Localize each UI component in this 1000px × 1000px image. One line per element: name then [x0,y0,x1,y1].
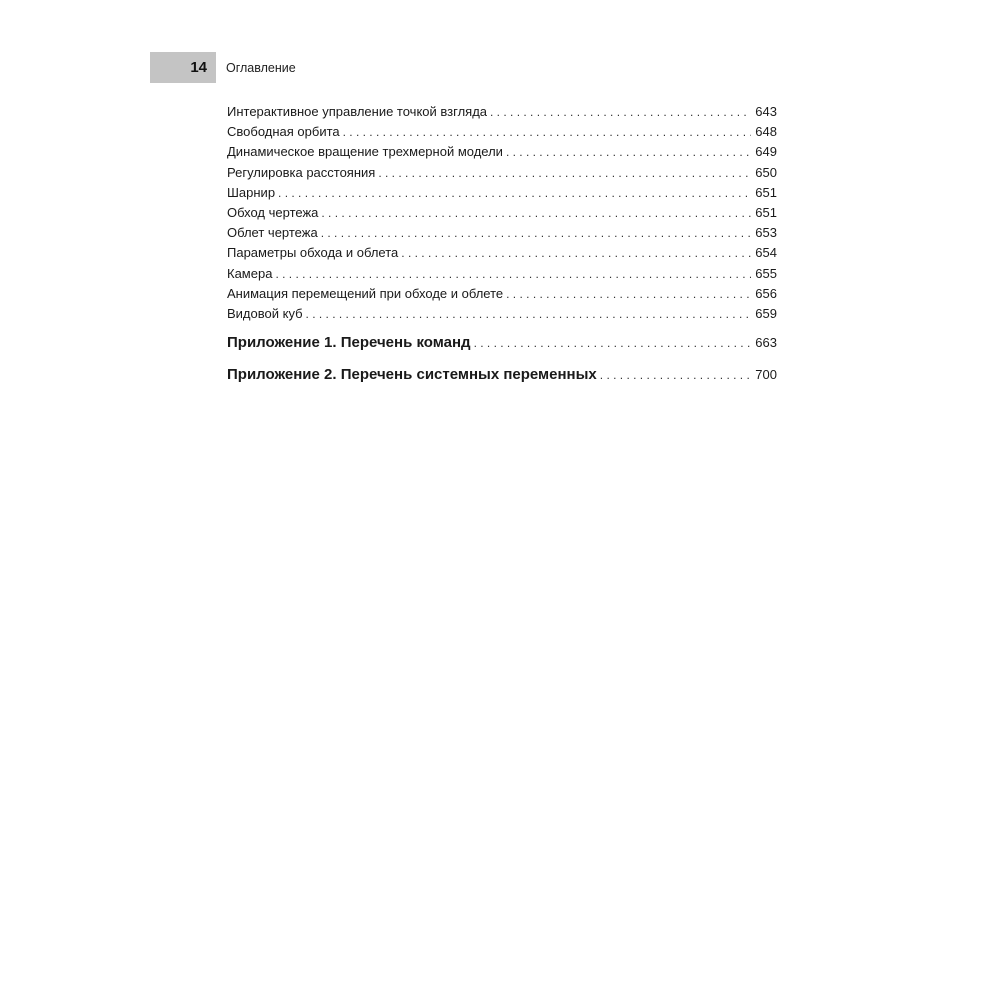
appendix-label: Приложение 1. [227,334,337,352]
leader-dots [321,206,751,220]
toc-entry-title: Динамическое вращение трехмерной модели [227,144,503,160]
leader-dots [275,267,751,281]
table-of-contents [227,104,777,392]
toc-entry [227,266,777,286]
toc-entry-page: 651 [755,204,777,220]
toc-appendix-title [227,366,597,383]
toc-entry-page: 653 [755,225,777,241]
toc-entry-page: 648 [755,124,777,140]
toc-entry [227,165,777,185]
page-header [150,52,296,83]
toc-entry [227,306,777,326]
leader-dots [343,125,752,139]
leader-dots [306,307,752,321]
leader-dots [278,186,751,200]
appendix-title: Перечень команд [340,334,471,352]
leader-dots [474,336,752,350]
leader-dots [401,246,751,260]
toc-entry-page: 643 [755,104,777,119]
toc-entry-page: 656 [755,285,777,301]
toc-entry-page: 659 [755,305,777,321]
toc-entry-title: Регулировка расстояния [227,164,376,180]
toc-entry-title: Свободная орбита [227,124,340,140]
toc-entry-title: Облет чертежа [227,225,318,241]
leader-dots [600,368,752,382]
leader-dots [378,166,751,180]
toc-appendix-page: 700 [755,367,777,383]
toc-entry [227,245,777,265]
toc-entry-title: Анимация перемещений при обходе и облете [227,285,504,301]
toc-entry-page: 651 [755,184,777,200]
toc-appendix-entry [227,334,777,360]
toc-appendix-page: 663 [755,335,777,351]
toc-entry-title: Обход чертежа [227,204,319,220]
page-number: 14 [150,52,216,83]
toc-entry [227,286,777,306]
appendix-label: Приложение 2. [227,366,337,384]
toc-entry [227,124,777,144]
toc-entry-title: Камера [227,265,273,281]
toc-entry [227,205,777,225]
toc-entry [227,104,777,124]
toc-appendix-entry [227,366,777,392]
leader-dots [506,145,751,159]
toc-appendix-title [227,334,471,351]
running-title: Оглавление [226,60,296,75]
toc-entry-title: Параметры обхода и облета [227,245,399,261]
toc-entry [227,144,777,164]
leader-dots [490,105,751,119]
toc-entry-page: 650 [755,164,777,180]
toc-entry-page: 654 [755,245,777,261]
toc-entry [227,225,777,245]
toc-entry-page: 649 [755,144,777,160]
leader-dots [506,287,751,301]
toc-entry-title: Шарнир [227,184,276,200]
leader-dots [321,226,752,240]
appendix-title: Перечень системных переменных [340,366,597,384]
toc-entry-title: Интерактивное управление точкой взгляда [227,104,488,119]
toc-entry [227,185,777,205]
toc-entry-page: 655 [755,265,777,281]
toc-entry-title: Видовой куб [227,305,303,321]
